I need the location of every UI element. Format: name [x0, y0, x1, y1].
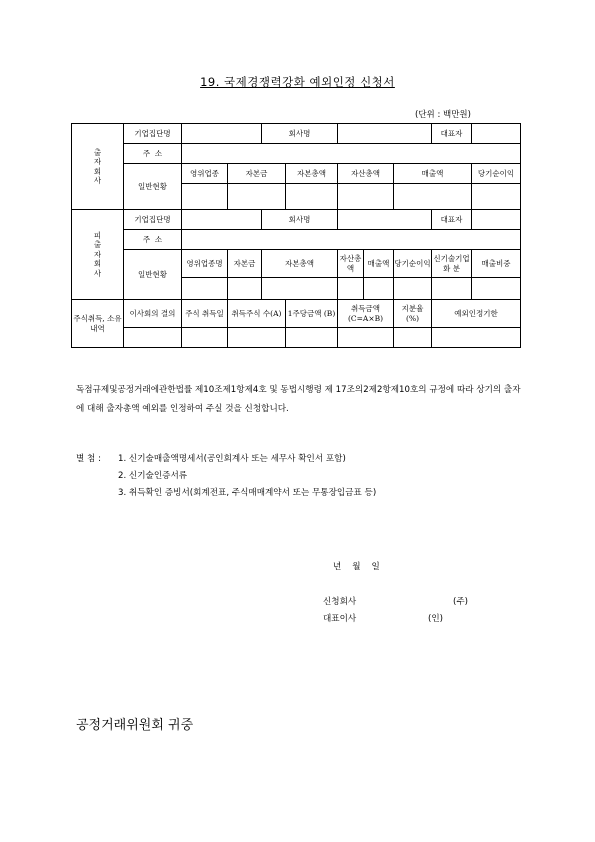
- target-header-net-income: 당기순이익: [394, 250, 432, 278]
- target-sales-field[interactable]: [364, 278, 394, 300]
- acq-header-stake: 지분율 (%): [394, 300, 432, 328]
- applicant-total-capital-field[interactable]: [286, 184, 338, 210]
- applicant-net-income-field[interactable]: [472, 184, 521, 210]
- target-capital-field[interactable]: [228, 278, 262, 300]
- form-title: 19. 국제경쟁력강화 예외인정 신청서: [200, 75, 395, 89]
- applicant-company-name-label: 회사명: [262, 124, 338, 144]
- acq-header-board: 이사회의 결의: [124, 300, 182, 328]
- target-header-new-tech: 신기술기업화 분: [432, 250, 472, 278]
- applicant-header-total-capital: 자본총액: [286, 164, 338, 184]
- applicant-group-name-label: 기업집단명: [124, 124, 182, 144]
- acq-header-amount: 취득금액 (C=A×B): [338, 300, 394, 328]
- acq-header-date: 주식 취득일: [182, 300, 228, 328]
- target-ceo-label: 대표자: [432, 210, 472, 230]
- target-header-capital: 자본금: [228, 250, 262, 278]
- applicant-header-business: 영위업종: [182, 164, 228, 184]
- target-header-total-capital: 자본총액: [262, 250, 338, 278]
- attachment-item: 2. 신기술인증서류: [118, 471, 188, 481]
- applicant-ceo-label: 대표자: [432, 124, 472, 144]
- applicant-company-name-field[interactable]: [338, 124, 432, 144]
- representative-label: 대표이사: [323, 614, 357, 624]
- target-status-label: 일반현황: [124, 250, 182, 300]
- target-header-sales-ratio: 매출비중: [472, 250, 521, 278]
- applicant-address-field[interactable]: [182, 144, 521, 164]
- target-address-field[interactable]: [182, 230, 521, 250]
- applicant-ceo-field[interactable]: [472, 124, 521, 144]
- applicant-business-field[interactable]: [182, 184, 228, 210]
- attachment-item: 1. 신기술매출액명세서(공인회계사 또는 세무사 확인서 포함): [118, 454, 346, 464]
- acq-board-field[interactable]: [124, 328, 182, 348]
- applicant-section-label: 출 자 회 사: [72, 124, 124, 210]
- target-group-name-field[interactable]: [182, 210, 262, 230]
- target-section-label: 피 출 자 회 사: [72, 210, 124, 300]
- applicant-header-sales: 매출액: [394, 164, 472, 184]
- applicant-total-assets-field[interactable]: [338, 184, 394, 210]
- target-new-tech-field[interactable]: [432, 278, 472, 300]
- attachment-item: 3. 취득확인 증빙서(회계전표, 주식매매계약서 또는 무통장입금표 등): [118, 488, 377, 498]
- acq-stake-field[interactable]: [394, 328, 432, 348]
- unit-note: (단위 : 백만원): [415, 110, 471, 120]
- company-seal-mark: (주): [453, 597, 469, 607]
- applicant-header-net-income: 당기순이익: [472, 164, 521, 184]
- applicant-header-total-assets: 자산총액: [338, 164, 394, 184]
- acq-deadline-field[interactable]: [432, 328, 521, 348]
- target-header-total-assets: 자산총액: [338, 250, 364, 278]
- target-net-income-field[interactable]: [394, 278, 432, 300]
- target-company-name-field[interactable]: [338, 210, 432, 230]
- applicant-status-label: 일반현황: [124, 164, 182, 210]
- acq-header-shares: 취득주식 수(A): [228, 300, 286, 328]
- target-address-label: 주 소: [124, 230, 182, 250]
- date-line: 년 월 일: [333, 562, 380, 572]
- request-statement: 독점규제및공정거래에관한법률 제10조제1항제4호 및 동법시행령 제 17조의2제2항제10호의 규정에 따라 상기의 출자에 대해 출자총액 예외를 인정하여 주실 것을 신청합니다.: [76, 385, 521, 414]
- applicant-group-name-field[interactable]: [182, 124, 262, 144]
- applicant-capital-field[interactable]: [228, 184, 286, 210]
- acq-price-field[interactable]: [286, 328, 338, 348]
- addressee: 공정거래위원회 귀중: [76, 718, 194, 733]
- applicant-header-capital: 자본금: [228, 164, 286, 184]
- acq-amount-field[interactable]: [338, 328, 394, 348]
- applicant-sales-field[interactable]: [394, 184, 472, 210]
- acq-shares-field[interactable]: [228, 328, 286, 348]
- acq-header-deadline: 예외인정기한: [432, 300, 521, 328]
- target-business-field[interactable]: [182, 278, 228, 300]
- target-ceo-field[interactable]: [472, 210, 521, 230]
- target-sales-ratio-field[interactable]: [472, 278, 521, 300]
- target-company-name-label: 회사명: [262, 210, 338, 230]
- target-header-business: 영위업종명: [182, 250, 228, 278]
- target-group-name-label: 기업집단명: [124, 210, 182, 230]
- attachments-label: 별 첨 :: [76, 454, 101, 464]
- target-total-capital-field[interactable]: [262, 278, 338, 300]
- personal-seal-mark: (인): [428, 614, 444, 624]
- application-form-table: [71, 123, 521, 348]
- target-total-assets-field[interactable]: [338, 278, 364, 300]
- applicant-company-label: 신청회사: [323, 597, 357, 607]
- acq-header-price: 1주당금액 (B): [286, 300, 338, 328]
- applicant-address-label: 주 소: [124, 144, 182, 164]
- acq-date-field[interactable]: [182, 328, 228, 348]
- acquisition-section-label: 주식취득, 소유내역: [72, 300, 124, 348]
- target-header-sales: 매출액: [364, 250, 394, 278]
